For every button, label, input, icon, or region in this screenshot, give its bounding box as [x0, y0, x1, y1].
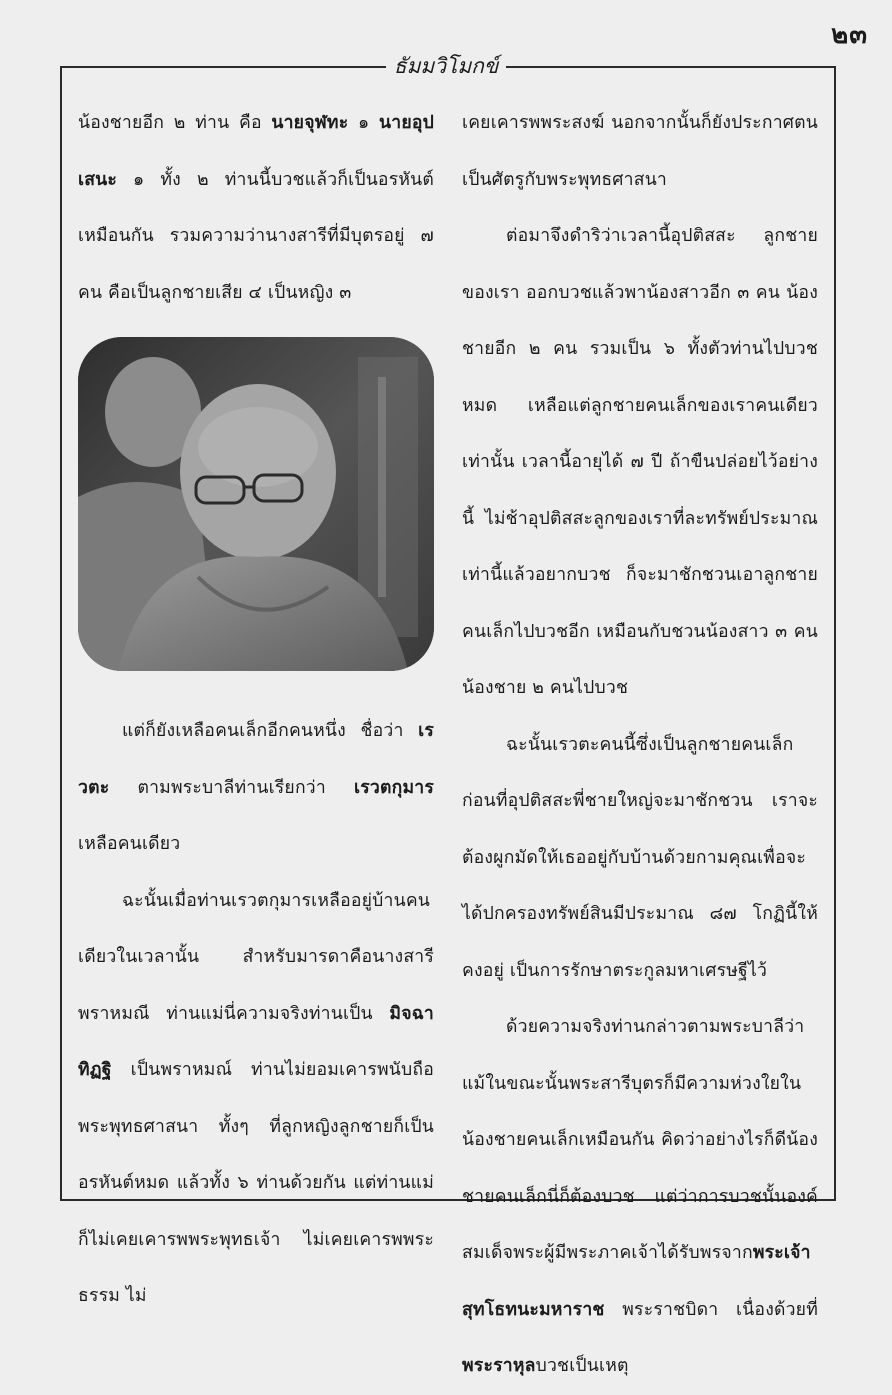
right-column [462, 95, 818, 1395]
text-run: น้องชายอีก ๒ ท่าน คือ [78, 113, 272, 133]
text-run: เป็นพราหมณ์ ท่านไม่ยอมเคารพนับถือพระพุทธศาสนา ทั้งๆ ที่ลูกหญิงลูกชายก็เป็นอรหันต์หมด แล้วทั้ง ๖ ท่านด้วยกัน แต่ท่านแม่ก็ไม่เคยเคารพพระพุทธเจ้า ไม่เคยเคารพพระธรรม ไม่ [78, 1060, 434, 1306]
paragraph [462, 999, 818, 1395]
text-run: ฉะนั้นเรวตะคนนี้ซึ่งเป็นลูกชายคนเล็กก่อนที่อุปติสสะพี่ชายใหญ่จะมาชักชวน เราจะต้องผูกมัดให้เธออยู่กับบ้านด้วยกามคุณเพื่อจะได้ปกครองทรัพย์สินมีประมาณ ๘๗ โกฏินี้ให้คงอยู่ เป็นการรักษาตระกูลมหาเศรษฐีไว้ [462, 734, 818, 981]
text-run: ต่อมาจึงดำริว่าเวลานี้อุปติสสะ ลูกชายของเรา ออกบวชแล้วพาน้องสาวอีก ๓ คน น้องชายอีก ๒ คน รวมเป็น ๖ ทั้งตัวท่านไปบวชหมด เหลือแต่ลูกชายคนเล็กของเราคนเดียวเท่านั้น เวลานี้อายุได้ ๗ ปี ถ้าขืนปล่อยไว้อย่างนี้ ไม่ช้าอุปติสสะลูกของเราที่ละทรัพย์ประมาณเท่านี้แล้วอยากบวช ก็จะมาชักชวนเอาลูกชายคนเล็กไปบวชอีก เหมือนกับชวนน้องสาว ๓ คน น้องชาย ๒ คนไปบวช [462, 226, 818, 698]
bold-term: เรวตะ [78, 721, 434, 798]
left-column [78, 95, 434, 1325]
text-run: ฉะนั้นเมื่อท่านเรวตกุมารเหลืออยู่บ้านคนเดียวในเวลานั้น สำหรับมารดาคือนางสารีพราหมณี ท่านแม่นี่ความจริงท่านเป็น [78, 890, 434, 1024]
bold-term: นายจุฬทะ [271, 113, 349, 133]
text-run: ๑ ทั้ง ๒ ท่านนี้บวชแล้วก็เป็นอรหันต์เหมือนกัน รวมความว่านางสารีที่มีบุตรอยู่ ๗ คน คือเป็นลูกชายเสีย ๔ เป็นหญิง ๓ [78, 169, 434, 303]
text-run: ตามพระบาลีท่านเรียกว่า [109, 777, 355, 798]
paragraph [78, 873, 434, 1325]
bold-term: พระเจ้าสุทโธทนะมหาราช [462, 1243, 811, 1320]
monks-photo [78, 337, 434, 671]
text-run: เคยเคารพพระสงฆ์ นอกจากนั้นก็ยังประกาศตนเป็นศัตรูกับพระพุทธศาสนา [462, 113, 818, 190]
running-head-title: ธัมมวิโมกข์ [386, 54, 507, 78]
text-run: บวชเป็นเหตุ [535, 1356, 629, 1376]
text-run: พระราชบิดา เนื่องด้วยที่ [604, 1299, 818, 1320]
bold-term: เรวตกุมาร [354, 777, 434, 798]
paragraph [462, 208, 818, 717]
text-run: ๑ [348, 113, 380, 133]
paragraph [78, 95, 434, 321]
bold-term: นายอุปเสนะ [78, 113, 434, 190]
paragraph [78, 703, 434, 873]
text-run: แต่ก็ยังเหลือคนเล็กอีกคนหนึ่ง ชื่อว่า [122, 721, 419, 741]
text-run: ด้วยความจริงท่านกล่าวตามพระบาลีว่าแม้ในขณะนั้นพระสารีบุตรก็มีความห่วงใยในน้องชายคนเล็กเหมือนกัน คิดว่าอย่างไรก็ดีน้องชายคนเล็กนี่ก็ต้องบวช แต่ว่าการบวชนั้นองค์สมเด็จพระผู้มีพระภาคเจ้าได้รับพรจาก [462, 1017, 818, 1263]
photo-of-monks-icon [78, 337, 434, 671]
bold-term: มิจฉาทิฏฐิ [78, 1003, 434, 1080]
paragraph [462, 717, 818, 1000]
bold-term: พระราหุล [462, 1356, 536, 1376]
text-run: เหลือคนเดียว [78, 834, 181, 854]
page-number: ๒๓ [831, 20, 868, 50]
paragraph [462, 95, 818, 208]
